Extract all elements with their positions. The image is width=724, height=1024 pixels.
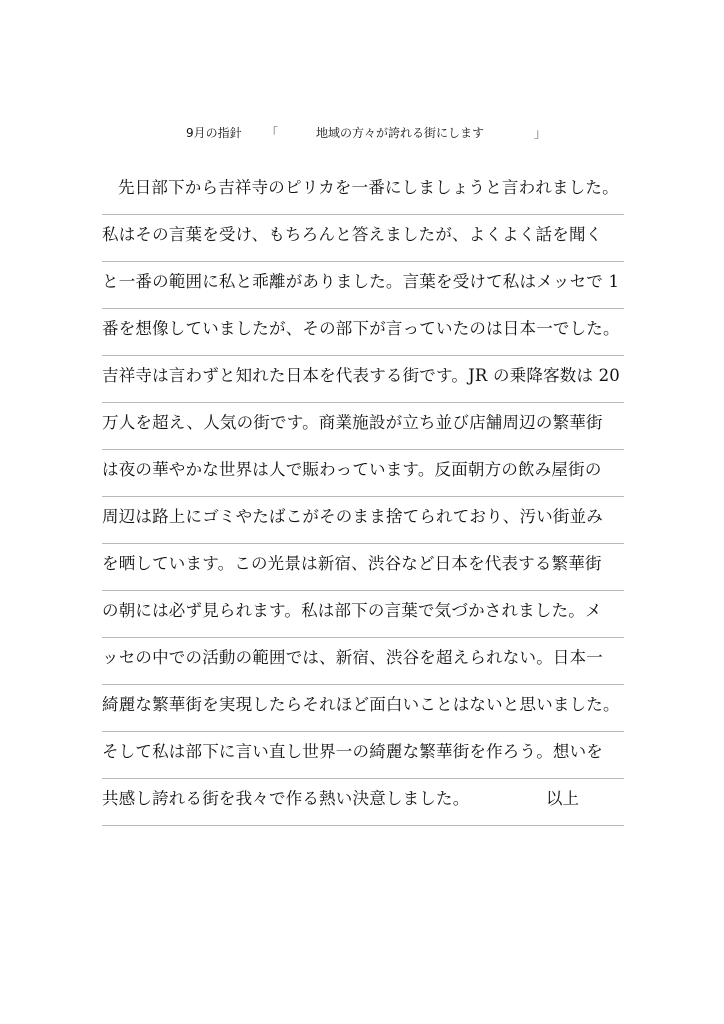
body-line-text: 綺麗な繁華街を実現したらそれほど面白いことはないと思いました。 (102, 695, 620, 714)
header-open-bracket: 「 (266, 126, 279, 140)
body-line (102, 591, 624, 638)
header-label: 9月の指針 (186, 126, 242, 140)
header-close-bracket: 」 (534, 126, 547, 140)
body-line-text: の朝には必ず見られます。私は部下の言葉で気づかされました。メ (102, 601, 602, 620)
body-line-text: ッセの中での活動の範囲では、新宿、渋谷を超えられない。日本一 (102, 648, 603, 667)
body-line (102, 685, 624, 732)
body-line (102, 309, 624, 356)
body-line-text: 周辺は路上にゴミやたばこがそのまま捨てられており、汚い街並み (102, 507, 603, 526)
body-line-text: 吉祥寺は言わずと知れた日本を代表する街です。JR の乗降客数は 20 (102, 366, 621, 385)
body-line (102, 215, 624, 262)
body-line (102, 450, 624, 497)
body-line-text: を晒しています。この光景は新宿、渋谷など日本を代表する繁華街 (102, 554, 602, 573)
body-line (102, 497, 624, 544)
body-line-text: 万人を超え、人気の街です。商業施設が立ち並び店舗周辺の繁華街 (102, 413, 603, 432)
body-line-text: そして私は部下に言い直し世界一の綺麗な繁華街を作ろう。想いを (102, 742, 603, 761)
body-line-text: 私はその言葉を受け、もちろんと答えましたが、よくよく話を聞く (102, 225, 603, 244)
header-title: 地域の方々が誇れる街にします (316, 126, 485, 140)
body-line-text: 先日部下から吉祥寺のピリカを一番にしましょうと言われました。 (118, 178, 619, 197)
body-line (102, 732, 624, 779)
document-header (186, 124, 586, 142)
closing-text: 以上 (546, 789, 579, 808)
body-line-text: と一番の範囲に私と乖離がありました。言葉を受けて私はメッセで 1 (102, 272, 620, 291)
body-line (102, 638, 624, 685)
document-body (102, 168, 624, 826)
body-line (102, 544, 624, 591)
body-line (102, 168, 624, 215)
body-line-text: 共感し誇れる街を我々で作る熱い決意しました。 (102, 789, 470, 808)
body-line (102, 356, 624, 403)
body-line-last (102, 779, 624, 826)
body-line-text: 番を想像していましたが、その部下が言っていたのは日本一でした。 (102, 319, 620, 338)
body-line (102, 403, 624, 450)
body-line (102, 262, 624, 309)
body-line-text: は夜の華やかな世界は人で賑わっています。反面朝方の飲み屋街の (102, 460, 602, 479)
